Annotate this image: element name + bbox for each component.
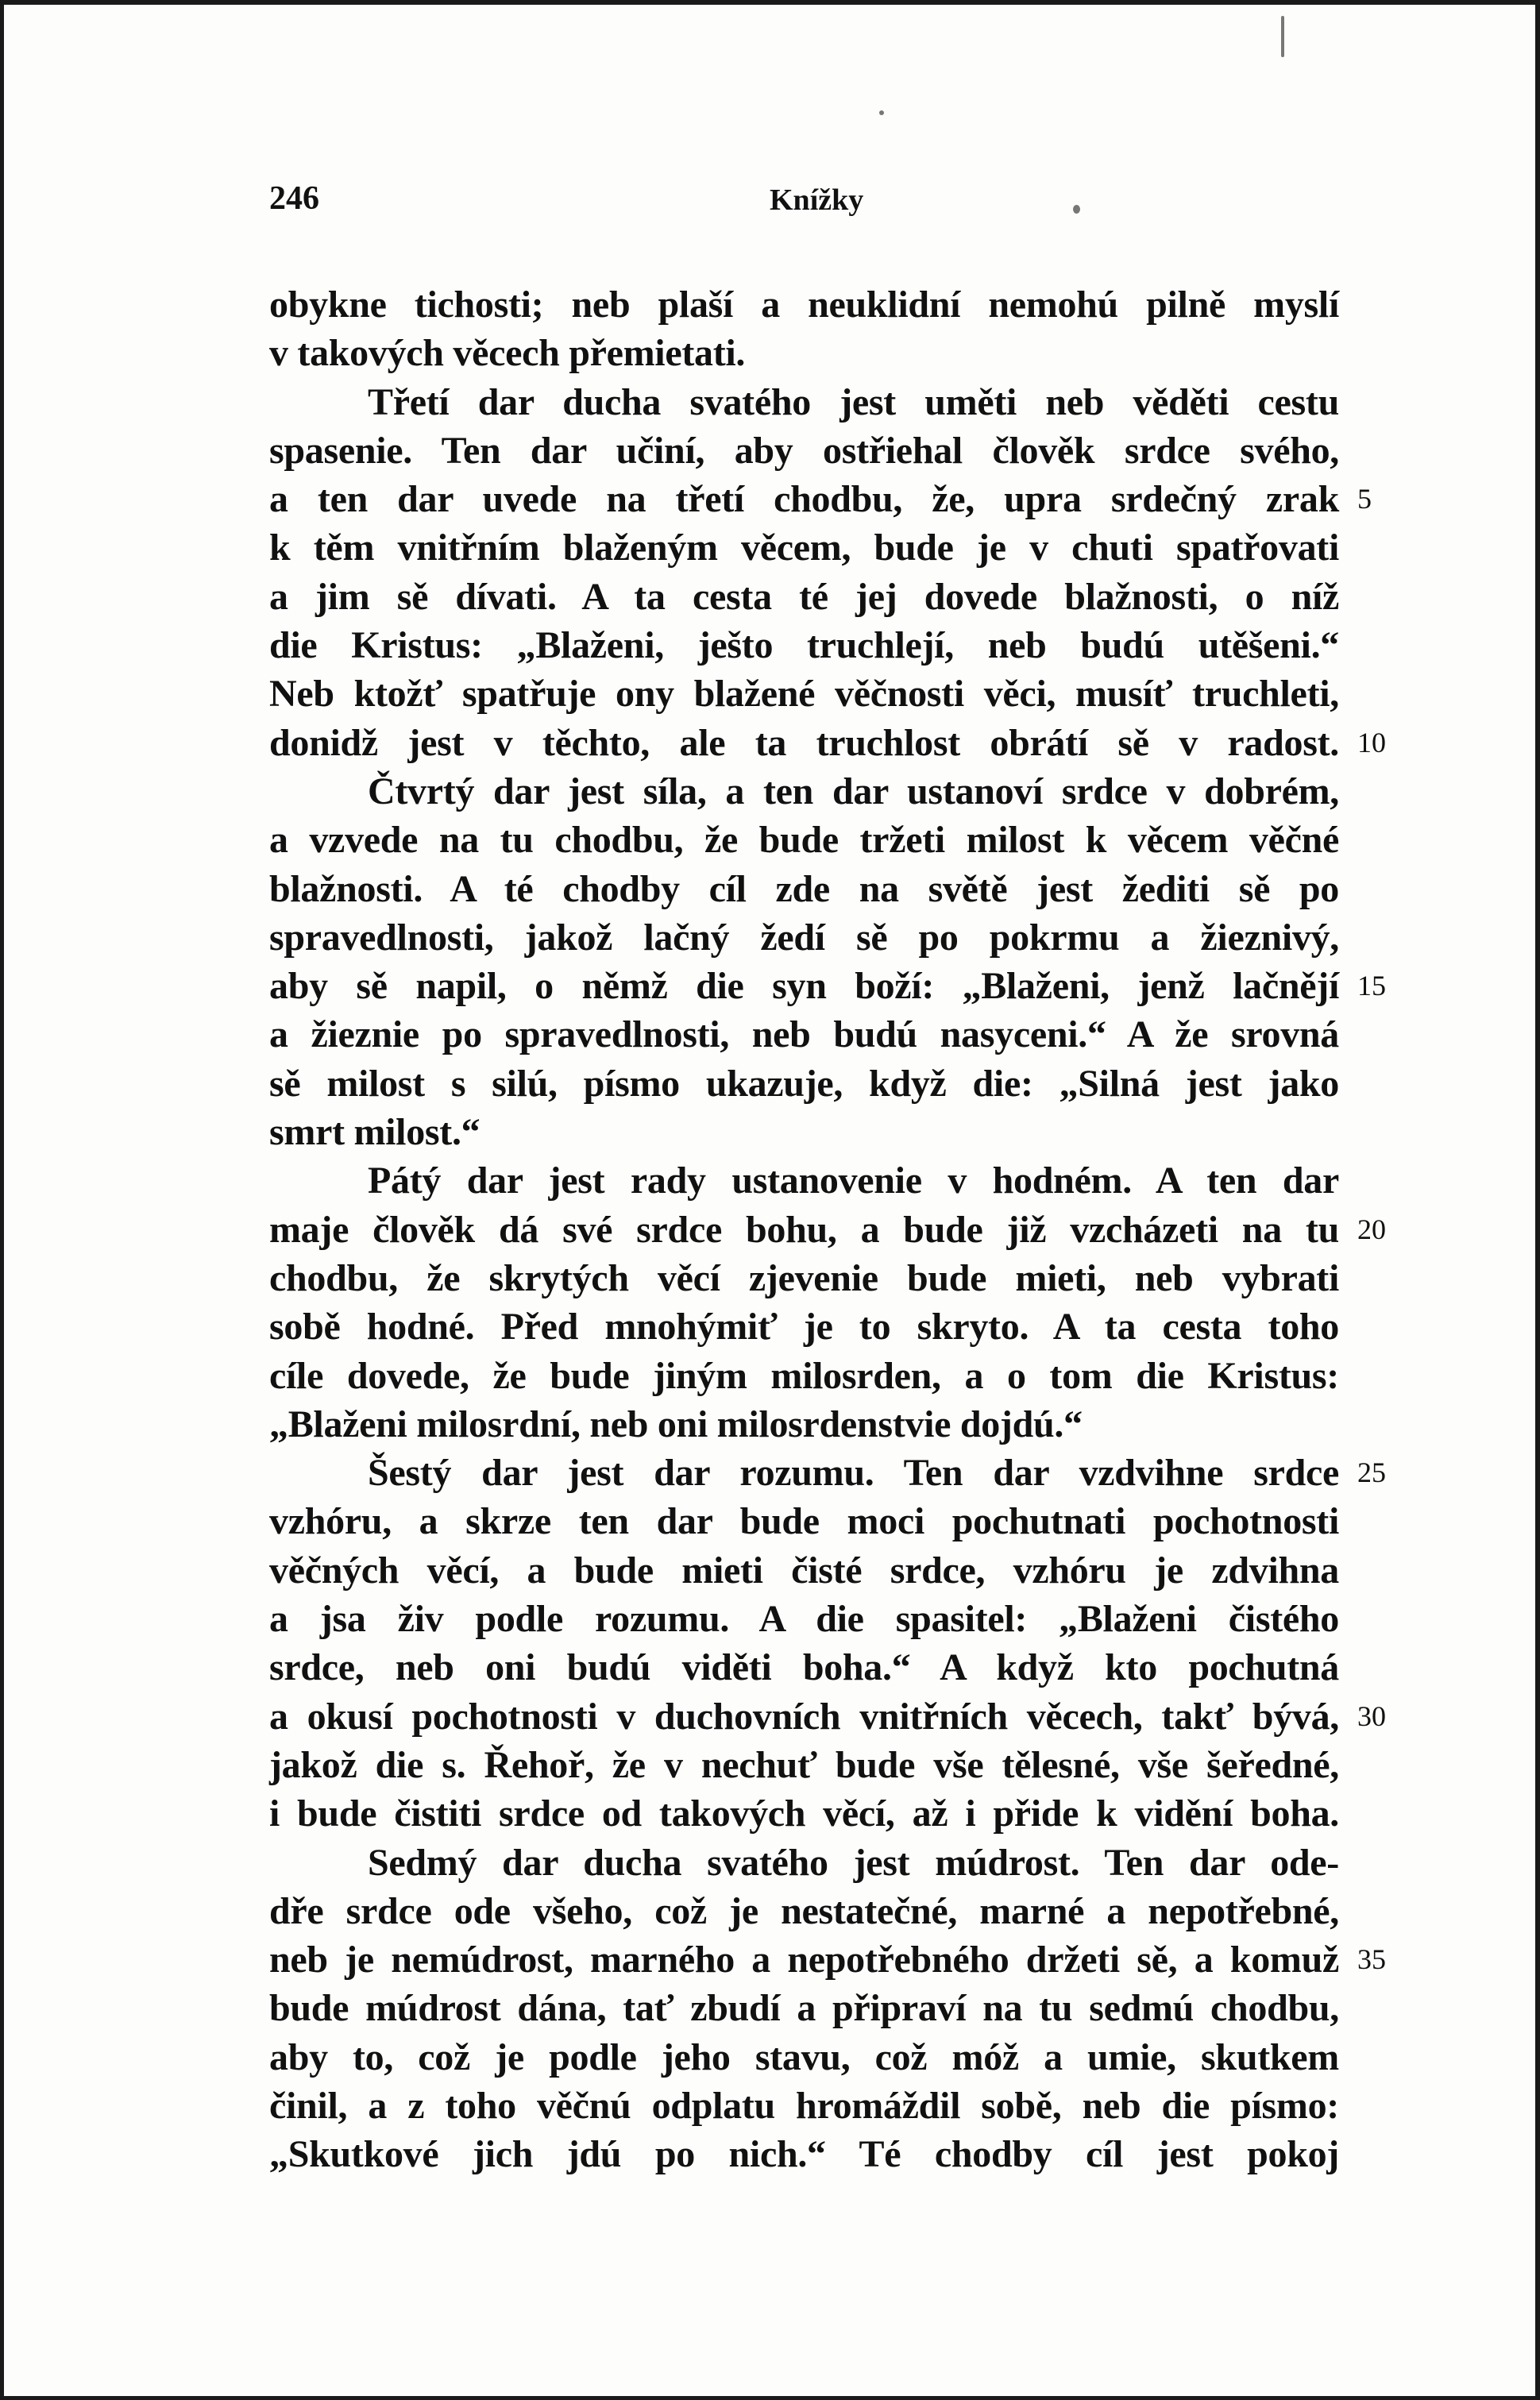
text-line: jakož die s. Řehoř, že v nechuť bude vše tělesné, vše šeředné,: [269, 1743, 1339, 1786]
text-line: Čtvrtý dar jest síla, a ten dar ustanoví srdce v dobrém,: [368, 770, 1339, 812]
text-line: věčných věcí, a bude mieti čisté srdce, vzhóru je zdvihna: [269, 1549, 1339, 1592]
running-title: Knížky: [770, 183, 864, 217]
text-line: aby sě napil, o němž die syn boží: „Blaženi, jenž lačnějí 15: [269, 962, 1339, 1010]
text-line: spravedlnosti, jakož lačný žedí sě po pokrmu a žieznivý,: [269, 916, 1339, 959]
text-line: k těm vnitřním blaženým věcem, bude je v chuti spatřovati: [269, 527, 1339, 569]
text-line: činil, a z toho věčnú odplatu hromáždil sobě, neb die písmo:: [269, 2084, 1339, 2127]
text-line: smrt milost.“: [269, 1111, 481, 1154]
text-line: neb je nemúdrost, marného a nepotřebného držeti sě, a komuž 35: [269, 1935, 1339, 1984]
text-line: a jsa živ podle rozumu. A die spasitel: „Blaženi čistého: [269, 1598, 1339, 1641]
line-number-marker: 25: [1357, 1457, 1386, 1489]
text-line: a jim sě dívati. A ta cesta té jej dovede blažnosti, o níž: [269, 575, 1339, 618]
text-line: vzhóru, a skrze ten dar bude moci pochutnati pochotnosti: [269, 1500, 1339, 1543]
text-line: spasenie. Ten dar učiní, aby ostřiehal člověk srdce svého,: [269, 429, 1339, 472]
text-line: dře srdce ode všeho, což je nestatečné, marné a nepotřebné,: [269, 1889, 1339, 1932]
text-line: srdce, neb oni budú viděti boha.“ A když kto pochutná: [269, 1646, 1339, 1689]
text-line: Třetí dar ducha svatého jest uměti neb věděti cestu: [368, 380, 1339, 423]
page-number: 246: [269, 180, 319, 217]
text-line: bude múdrost dána, tať zbudí a připraví na tu sedmú chodbu,: [269, 1987, 1339, 2030]
text-line: v takových věcech přemietati.: [269, 332, 746, 375]
scan-border-left: [0, 0, 4, 2400]
text-line: „Blaženi milosrdní, neb oni milosrdenstvie dojdú.“: [269, 1403, 1083, 1445]
line-number-marker: 10: [1357, 726, 1386, 758]
body-text: [269, 280, 1386, 2179]
text-line: maje člověk dá své srdce bohu, a bude již vzcházeti na tu 20: [269, 1206, 1339, 1254]
scan-border-bottom: [0, 2396, 1540, 2400]
text-line: aby to, což je podle jeho stavu, což móž a umie, skutkem: [269, 2035, 1339, 2078]
text-line: Šestý dar jest dar rozumu. Ten dar vzdvihne srdce 25: [269, 1449, 1339, 1497]
line-number-marker: 35: [1357, 1943, 1386, 1976]
running-header: [269, 179, 1341, 227]
scan-border-right: [1535, 0, 1540, 2400]
line-number-marker: 20: [1357, 1213, 1386, 1245]
text-line: „Skutkové jich jdú po nich.“ Té chodby cíl jest pokoj: [269, 2133, 1339, 2176]
text-line: cíle dovede, že bude jiným milosrden, a o tom die Kristus:: [269, 1354, 1339, 1397]
text-line: a okusí pochotnosti v duchovních vnitřních věcech, takť bývá, 30: [269, 1692, 1339, 1741]
text-line: obykne tichosti; neb plaší a neuklidní nemohú pilně myslí: [269, 284, 1339, 326]
text-line: blažnosti. A té chodby cíl zde na světě jest žediti sě po: [269, 867, 1339, 910]
text-line: Sedmý dar ducha svatého jest múdrost. Ten dar ode-: [368, 1841, 1339, 1884]
line-number-marker: 15: [1357, 970, 1386, 1002]
text-line: i bude čistiti srdce od takových věcí, až i přide k vidění boha.: [269, 1792, 1339, 1835]
scan-border-top: [0, 0, 1540, 5]
text-line: Neb ktožť spatřuje ony blažené věčnosti věci, musíť truchleti,: [269, 673, 1339, 716]
text-line: a ten dar uvede na třetí chodbu, že, upra srdečný zrak 5: [269, 475, 1339, 523]
text-line: chodbu, že skrytých věcí zjevenie bude mieti, neb vybrati: [269, 1256, 1339, 1299]
line-number-marker: 30: [1357, 1700, 1386, 1732]
text-line: sobě hodné. Před mnohýmiť je to skryto. A ta cesta toho: [269, 1306, 1339, 1349]
text-line: a žieznie po spravedlnosti, neb budú nasyceni.“ A že srovná: [269, 1013, 1339, 1056]
line-number-marker: 5: [1357, 483, 1372, 515]
text-line: a vzvede na tu chodbu, že bude tržeti milost k věcem věčné: [269, 819, 1339, 862]
text-line: sě milost s silú, písmo ukazuje, když die: „Silná jest jako: [269, 1062, 1339, 1105]
text-line: Pátý dar jest rady ustanovenie v hodném. A ten dar: [368, 1159, 1339, 1202]
text-line: die Kristus: „Blaženi, ješto truchlejí, neb budú utěšeni.“: [269, 624, 1339, 667]
text-line: donidž jest v těchto, ale ta truchlost obrátí sě v radost. 10: [269, 719, 1339, 767]
ink-speck: [879, 110, 884, 115]
ink-speck: [1281, 16, 1284, 57]
